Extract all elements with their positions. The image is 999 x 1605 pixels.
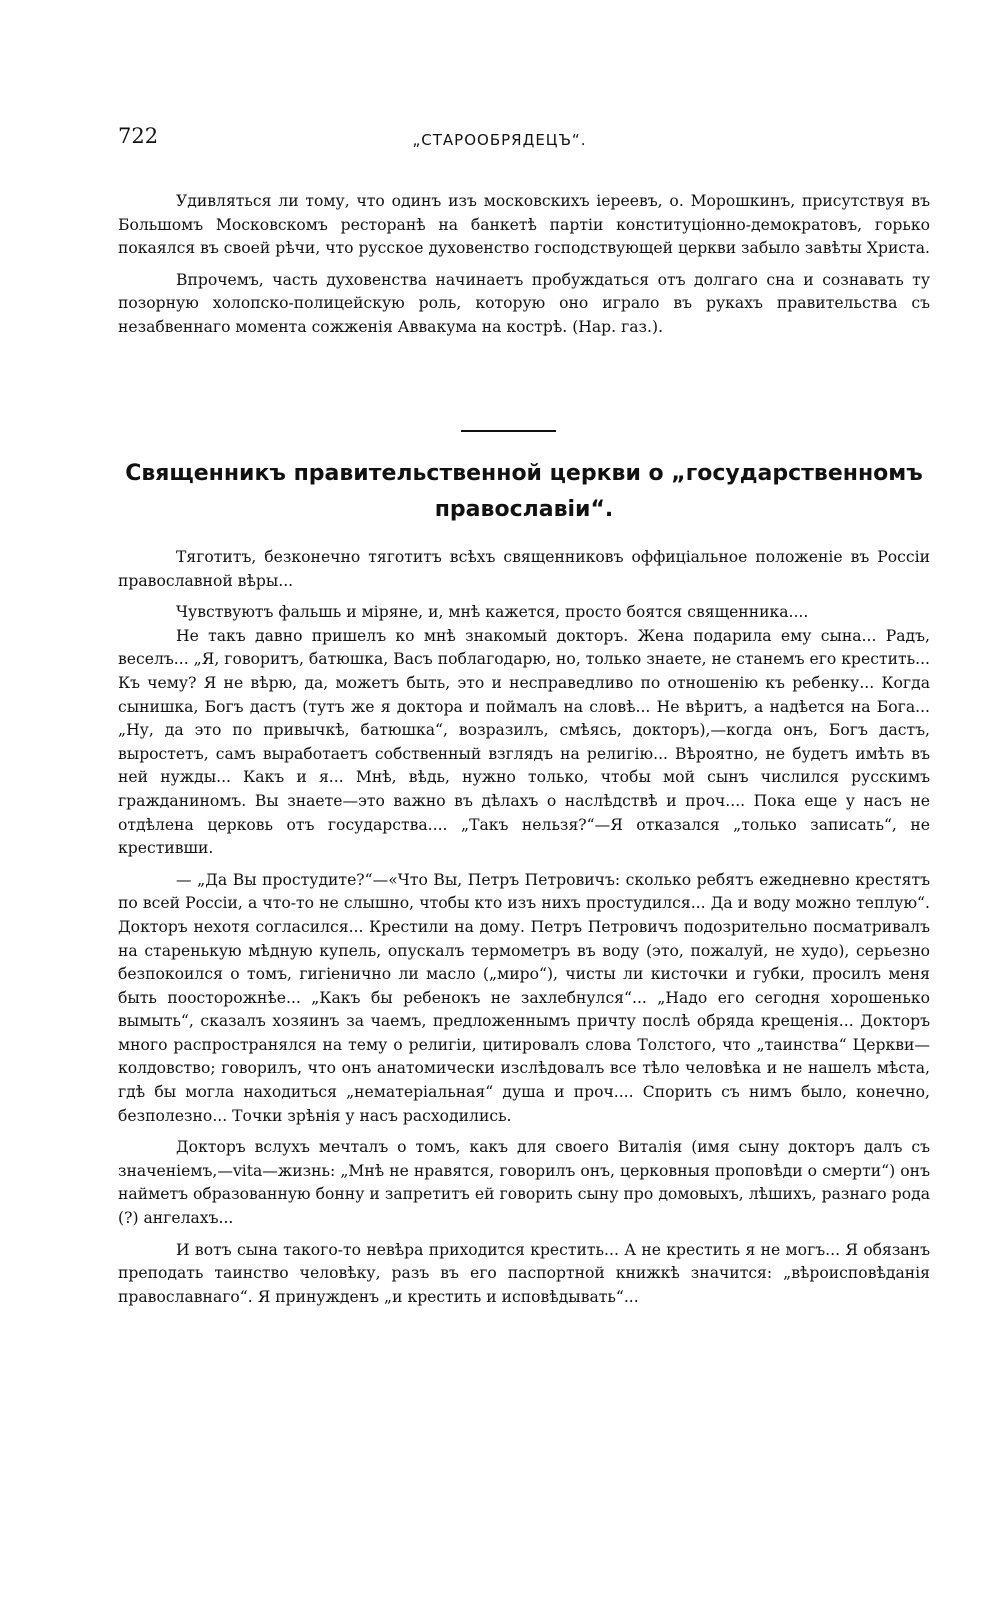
article-title: Священникъ правительственной церкви о „государственномъ православiи“. xyxy=(125,461,923,522)
article-paragraph: Докторъ вслухъ мечталъ о томъ, какъ для своего Виталiя (имя сыну докторъ далъ съ значенiемъ,—vita—жизнь: „Мнѣ не нравятся, говорилъ онъ, церковныя проповѣди о смерти“) онъ найметъ образованную бонну и запретитъ ей говорить сыну про домовыхъ, лѣшихъ, разнаго рода (?) ангелахъ... xyxy=(118,1138,930,1228)
page-number: 722 xyxy=(118,124,159,148)
article-paragraph: — „Да Вы простудите?“—«Что Вы, Петръ Петровичъ: сколько ребятъ ежедневно крестятъ по всей Россiи, а что-то не слышно, чтобы кто изъ нихъ простудился... Да и воду можно теплую“. Докторъ нехотя согласился... Крестили на дому. Петръ Петровичъ подозрительно посматривалъ на старенькую мѣдную купель, опускалъ термометръ въ воду (это, пожалуй, не худо), серьезно безпокоился о томъ, гигiенично ли масло („миро“), чисты ли кисточки и губки, просилъ меня быть поосторожнѣе... „Какъ бы ребенокъ не захлебнулся“... „Надо его сегодня хорошенько вымыть“, сказалъ хозяинъ за чаемъ, предложеннымъ причту послѣ обряда крещенiя... Докторъ много распространялся на тему о религiи, цитировалъ слова Толстого, что „таинства“ Церкви—колдовство; говорилъ, что онъ анатомически изслѣдовалъ все тѣло человѣка и не нашелъ мѣста, гдѣ бы могла находиться „нематерiальная“ душа и проч.... Спорить съ нимъ было, конечно, безполезно... Точки зрѣнiя у насъ расходились. xyxy=(118,870,930,1125)
article-paragraph: И вотъ сына такого-то невѣра приходится крестить... А не крестить я не могъ... Я обязанъ преподать таинство человѣку, разъ въ его паспортной книжкѣ значится: „вѣроисповѣданiя православнаго“. Я принужденъ „и крестить и исповѣдывать“... xyxy=(118,1240,930,1306)
article-paragraph: Чувствуютъ фальшь и мiряне, и, мнѣ кажется, просто боятся священника.... xyxy=(176,603,809,622)
intro-text xyxy=(118,190,930,348)
article-paragraph: Тяготитъ, безконечно тяготитъ всѣхъ священниковъ оффицiальное положенiе въ Россiи православной вѣры... xyxy=(118,548,930,590)
running-title: „СТАРООБРЯДЕЦЪ“. xyxy=(412,131,587,149)
section-separator xyxy=(461,430,556,432)
article-paragraph: Не такъ давно пришелъ ко мнѣ знакомый докторъ. Жена подарила ему сына... Радъ, веселъ... „Я, говоритъ, батюшка, Васъ поблагодарю, но, только знаете, не станемъ его крестить... Къ чему? Я не вѣрю, да, можетъ быть, это и несправедливо по отношенiю къ ребенку... Когда сынишка, Богъ дастъ (тутъ же я доктора и поймалъ на словѣ... Не вѣритъ, а надѣется на Бога... „Ну, да это по привычкѣ, батюшка“, возразилъ, смѣясь, докторъ),—когда онъ, Богъ дастъ, выростетъ, самъ выработаетъ собственный взглядъ на религiю... Вѣроятно, не будетъ имѣть въ ней нужды... Какъ и я... Мнѣ, вѣдь, нужно только, чтобы мой сынъ числился русскимъ гражданиномъ. Вы знаете—это важно въ дѣлахъ о наслѣдствѣ и проч.... Пока еще у насъ не отдѣлена церковь отъ государства.... „Такъ нельзя?“—Я отказался „только записать“, не крестивши. xyxy=(118,626,930,858)
article-body xyxy=(118,546,930,1317)
intro-paragraph: Впрочемъ, часть духовенства начинаетъ пробуждаться отъ долгаго сна и сознавать ту позорную холопско-полицейскую роль, которую оно играло въ рукахъ правительства съ незабвеннаго момента сожженiя Аввакума на кострѣ. (Нар. газ.). xyxy=(118,270,930,336)
intro-paragraph: Удивляться ли тому, что одинъ изъ московскихъ iереевъ, о. Морошкинъ, присутствуя въ Большомъ Московскомъ ресторанѣ на банкетѣ партiи конституцiонно-демократовъ, горько покаялся въ своей рѣчи, что русское духовенство господствующей церкви забыло завѣты Христа. xyxy=(118,192,930,258)
